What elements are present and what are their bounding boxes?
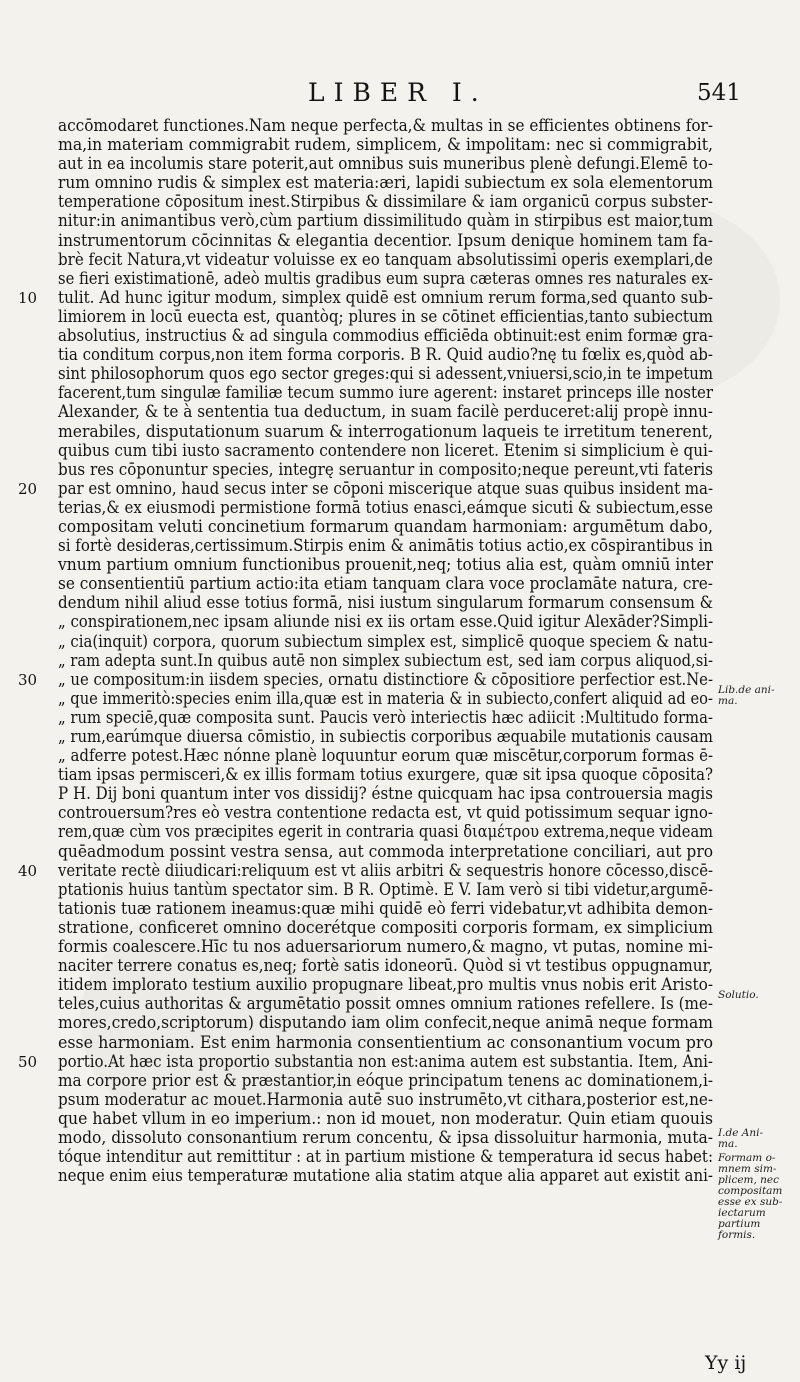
line-text: bus res cōponuntur species, integrę seruantur in composito;neque pereunt,vti fateris	[58, 459, 714, 480]
line-text: „ ue compositum:in iisdem species, ornatu distinctiore & cōpositiore perfectior est.Ne-	[58, 669, 713, 690]
line-text: ptationis huius tantùm spectator sim. B R. Optimè. E V. Iam verò si tibi videtur,argumē-	[58, 879, 714, 900]
line-text: accōmodaret functiones.Nam neque perfecta,& multas in se efficientes obtinens for-	[58, 116, 714, 136]
text-line	[58, 919, 713, 938]
line-text: nitur:in animantibus verò,cùm partium dissimilitudo quàm in stirpibus est maior,tum	[58, 211, 714, 232]
line-text: „ conspirationem,nec ipsam aliunde nisi ex iis ortam esse.Quid igitur Alexāder?Simpli-	[58, 612, 713, 633]
line-text: vnum partium omnium functionibus prouenit,neq; totius alia est, quàm omniū inter	[58, 555, 714, 576]
text-line	[58, 174, 713, 193]
line-text: se consentientiū partium actio:ita etiam tanquam clara voce proclamāte natura, cre-	[58, 574, 713, 595]
text-line	[58, 270, 713, 289]
line-text: ma,in materiam commigrabit rudem, simplicem, & impolitam: nec si commigrabit,	[58, 135, 714, 156]
text-line	[58, 747, 713, 766]
text-line	[58, 766, 713, 785]
marginal-note-solutio: Solutio.	[718, 989, 759, 1001]
marginal-note-lib-de-anima: Lib.de ani- ma.	[718, 684, 775, 707]
text-line	[58, 327, 713, 346]
line-number: 10	[18, 288, 38, 307]
page-number: 541	[697, 80, 741, 106]
line-text: „ cia(inquit) corpora, quorum subiectum simplex est, simplicē quoque speciem & natu-	[58, 631, 713, 652]
text-line	[58, 442, 713, 461]
text-line	[58, 900, 713, 919]
text-line	[18, 860, 713, 881]
line-text: „ adferre potest.Hæc nónne planè loquuntur eorum quæ miscētur,corporum formas ē-	[58, 746, 714, 767]
text-line	[58, 633, 713, 652]
text-line	[58, 403, 713, 422]
text-line	[58, 1091, 713, 1110]
line-text: tationis tuæ rationem ineamus:quæ mihi quidē eò ferri videbatur,vt adhibita demon-	[58, 898, 713, 919]
page-header	[0, 76, 800, 112]
line-text: rum omnino rudis & simplex est materia:æri, lapidi subiectum ex sola elementorum	[58, 173, 713, 194]
line-text: modo, dissoluto consonantium rerum concentu, & ipsa dissoluitur harmonia, muta-	[58, 1127, 713, 1148]
line-text: facerent,tum singulæ familiæ tecum summo iure agerent: instaret princeps ille noster	[58, 383, 713, 404]
line-text: mores,credo,scriptorum) disputando iam olim confecit,neque animā neque formam	[58, 1013, 714, 1034]
line-text: itidem implorato testium auxilio propugnare libeat,pro multis vnus nobis erit Aristo-	[58, 975, 713, 996]
text-line	[58, 308, 713, 327]
text-line	[58, 556, 713, 575]
text-line	[58, 1148, 713, 1167]
line-text: neque enim eius temperaturæ mutatione alia statim atque alia apparet aut existit ani-	[58, 1166, 713, 1187]
text-line	[58, 709, 713, 728]
line-text: „ ram adepta sunt.In quibus autē non simplex subiectum est, sed iam corpus aliquod,si-	[58, 650, 713, 671]
line-text: quibus cum tibi iusto sacramento contendere non liceret. Etenim si simplicium è qui-	[58, 440, 713, 461]
text-line	[58, 423, 713, 442]
text-line	[58, 461, 713, 480]
line-text: controuersum?res eò vestra contentione redacta est, vt quid potissimum sequar igno-	[58, 803, 713, 824]
line-text: tulit. Ad hunc igitur modum, simplex quidē est omnium rerum forma,sed quanto sub-	[58, 287, 713, 308]
line-text: Alexander, & te à sententia tua deductum, in suam facilè perduceret:alij propè innu-	[58, 402, 713, 423]
line-text: tóque intenditur aut remittitur : at in partium mistione & temperatura id secus habet:	[58, 1147, 714, 1168]
line-text: que habet vllum in eo imperium.: non id mouet, non moderatur. Quin etiam quouis	[58, 1108, 714, 1129]
text-body	[18, 116, 714, 1187]
text-line	[18, 287, 713, 308]
line-text: rem,quæ cùm vos præcipites egerit in contraria quasi διαμέτρου extrema,neque videam	[58, 822, 714, 843]
text-line	[58, 1167, 713, 1186]
line-text: „ que immeritò:species enim illa,quæ est in materia & in subiecto,confert aliquid ad eo-	[58, 688, 713, 709]
line-text: temperatione cōpositum inest.Stirpibus & dissimilare & iam organicū corpus subster-	[58, 192, 713, 213]
text-line	[58, 1072, 713, 1091]
signature-mark: Yy ij	[705, 1352, 747, 1374]
text-line	[18, 1051, 713, 1072]
line-text: instrumentorum cōcinnitas & elegantia decentior. Ipsum denique hominem tam fa-	[58, 230, 713, 251]
text-line	[58, 155, 713, 174]
text-line	[58, 117, 713, 136]
text-line	[58, 804, 713, 823]
line-text: se fieri existimationē, adeò multis gradibus eum supra cæteras omnes res naturales ex-	[58, 268, 714, 289]
text-line	[58, 212, 713, 231]
line-text: stratione, conficeret omnino docerétque compositi corporis formam, ex simplicium	[58, 917, 714, 938]
text-line	[58, 136, 713, 155]
line-text: teles,cuius authoritas & argumētatio possit omnes omnium rationes refellere. Is (me-	[58, 994, 713, 1015]
line-text: naciter terrere conatus es,neq; fortè satis idoneorū. Quòd si vt testibus oppugnamur,	[58, 956, 713, 977]
line-text: portio.At hæc ista proportio substantia non est:anima autem est substantia. Item, Ani-	[58, 1051, 713, 1072]
line-text: ma corpore prior est & præstantior,in eóque principatum tenens ac dominationem,i-	[58, 1070, 714, 1091]
marginal-note-i-de-anima: I.de Ani- ma.	[718, 1127, 764, 1150]
line-number: 30	[18, 670, 38, 689]
text-line	[58, 785, 713, 804]
line-text: sint philosophorum quos ego sector greges:qui si adessent,vniuersi,scio,in te impetum	[58, 364, 714, 385]
text-line	[58, 594, 713, 613]
line-text: „ rum speciē,quæ composita sunt. Paucis verò interiectis hæc adiicit :Multitudo forma-	[58, 707, 713, 728]
text-line	[58, 232, 713, 251]
text-line	[58, 690, 713, 709]
line-number: 40	[18, 861, 38, 880]
line-text: esse harmoniam. Est enim harmonia consentientium ac consonantium vocum pro	[58, 1032, 714, 1053]
text-line	[58, 518, 713, 537]
text-line	[58, 976, 713, 995]
marginal-note-formam: Formam o- mnem sim- plicem, nec compositam esse ex sub- iectarum partium formis.	[718, 1152, 783, 1241]
line-text: brè fecit Natura,vt videatur voluisse ex eo tanquam absolutissimi operis exemplari,de	[58, 249, 713, 270]
text-line	[58, 365, 713, 384]
text-line	[58, 652, 713, 671]
line-text: compositam veluti concinetium formarum quandam harmoniam: argumētum dabo,	[58, 516, 713, 537]
text-line	[58, 881, 713, 900]
line-text: terias,& ex eiusmodi permistione formā totius enasci,eámque sicuti & subiectum,esse	[58, 497, 714, 518]
line-number: 20	[18, 479, 38, 498]
text-line	[58, 1110, 713, 1129]
text-line	[58, 823, 713, 842]
text-line	[58, 346, 713, 365]
text-line	[58, 384, 713, 403]
text-line	[58, 1034, 713, 1053]
text-line	[58, 1014, 713, 1033]
text-line	[58, 957, 713, 976]
line-text: tia conditum corpus,non item forma corporis. B R. Quid audio?nę tu fœlix es,quòd ab-	[58, 345, 714, 366]
text-line	[58, 193, 713, 212]
line-text: formis coalescere.Hīc tu nos aduersariorum numero,& magno, vt putas, nomine mi-	[58, 937, 713, 958]
line-text: P H. Dij boni quantum inter vos dissidij? éstne quicquam hac ipsa controuersia magis	[58, 784, 713, 805]
line-text: dendum nihil aliud esse totius formā, nisi iustum singularum formarum consensum &	[58, 593, 714, 614]
line-text: „ rum,earúmque diuersa cōmistio, in subiectis corporibus æquabile mutationis causam	[58, 727, 713, 747]
line-number: 50	[18, 1052, 38, 1071]
line-text: limiorem in locū euecta est, quantòq; plures in se cōtinet efficientias,tanto subiectum	[58, 306, 713, 327]
line-text: psum moderatur ac mouet.Harmonia autē suo instrumēto,vt cithara,posterior est,ne-	[58, 1089, 714, 1110]
text-line	[58, 251, 713, 270]
line-text: par est omnino, haud secus inter se cōponi miscerique atque suas quibus insident ma-	[58, 478, 714, 499]
text-line	[58, 995, 713, 1014]
text-line	[18, 478, 714, 499]
line-text: tiam ipsas permisceri,& ex illis formam totius exurgere, quæ sit ipsa quoque cōposita?	[58, 765, 713, 786]
text-line	[58, 575, 713, 594]
line-text: absolutius, instructius & ad singula commodius efficiēda obtinuit:est enim formæ gra-	[58, 326, 714, 347]
line-text: aut in ea incolumis stare poterit,aut omnibus suis muneribus plenè defungi.Elemē to-	[58, 154, 713, 175]
text-line	[58, 1129, 713, 1148]
text-line	[58, 843, 713, 862]
text-line	[58, 499, 713, 518]
running-head: LIBER I.	[308, 78, 488, 107]
text-line	[58, 728, 713, 747]
text-line	[58, 613, 713, 632]
line-text: si fortè desideras,certissimum.Stirpis enim & animātis totius actio,ex cōspirantibus in	[58, 536, 713, 557]
text-line	[18, 669, 713, 690]
text-line	[58, 537, 713, 556]
line-text: veritate rectè diiudicari:reliquum est vt aliis arbitri & sequestris honore cōcesso,discē-	[58, 860, 713, 881]
text-line	[58, 938, 713, 957]
line-text: merabiles, disputationum suarum & interrogationum laqueis te irretitum tenerent,	[58, 421, 713, 442]
line-text: quēadmodum possint vestra sensa, aut commoda interpretatione conciliari, aut pro	[58, 841, 714, 862]
